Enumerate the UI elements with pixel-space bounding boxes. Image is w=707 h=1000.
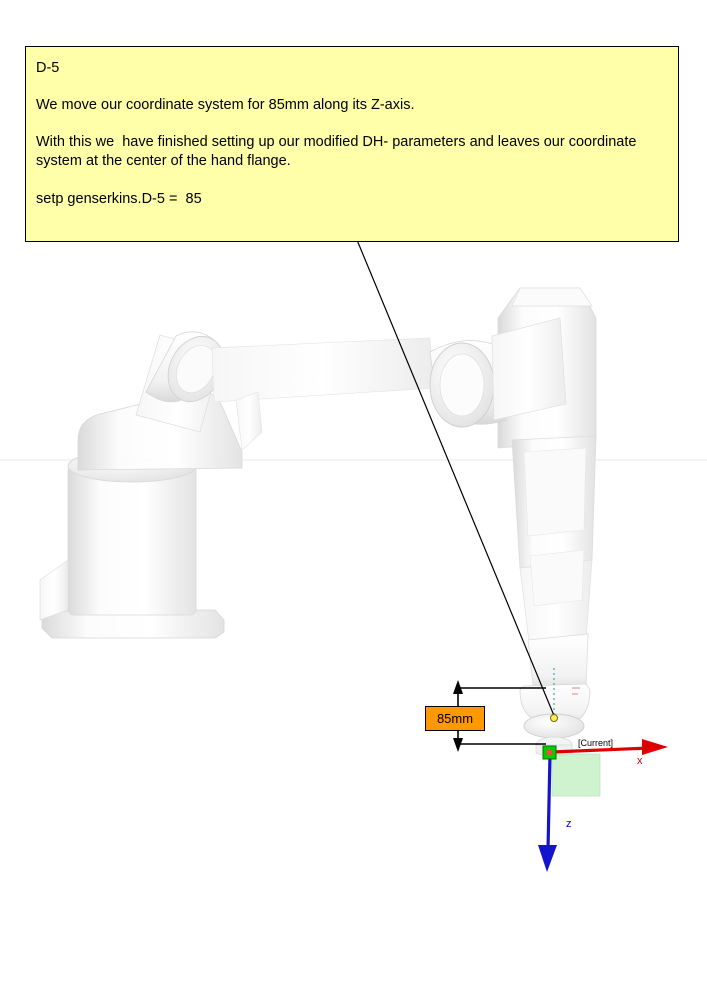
coordinate-frame — [538, 739, 668, 872]
z-axis-label: z — [566, 818, 572, 830]
annotation-note-box — [25, 46, 679, 242]
note-code-line: setp genserkins.D-5 = 85 — [36, 190, 202, 207]
dimension-label: 85mm — [425, 706, 485, 731]
note-title: D-5 — [36, 60, 60, 76]
note-paragraph-1: We move our coordinate system for 85mm along its Z-axis. — [36, 97, 415, 114]
current-frame-label: [Current] — [578, 738, 614, 748]
x-axis-label: x — [637, 755, 643, 767]
note-paragraph-2: With this we have finished setting up our modified DH- parameters and leaves our coordinate system at the center of the hand flange. — [36, 134, 641, 170]
origin-point-marker — [551, 715, 558, 722]
